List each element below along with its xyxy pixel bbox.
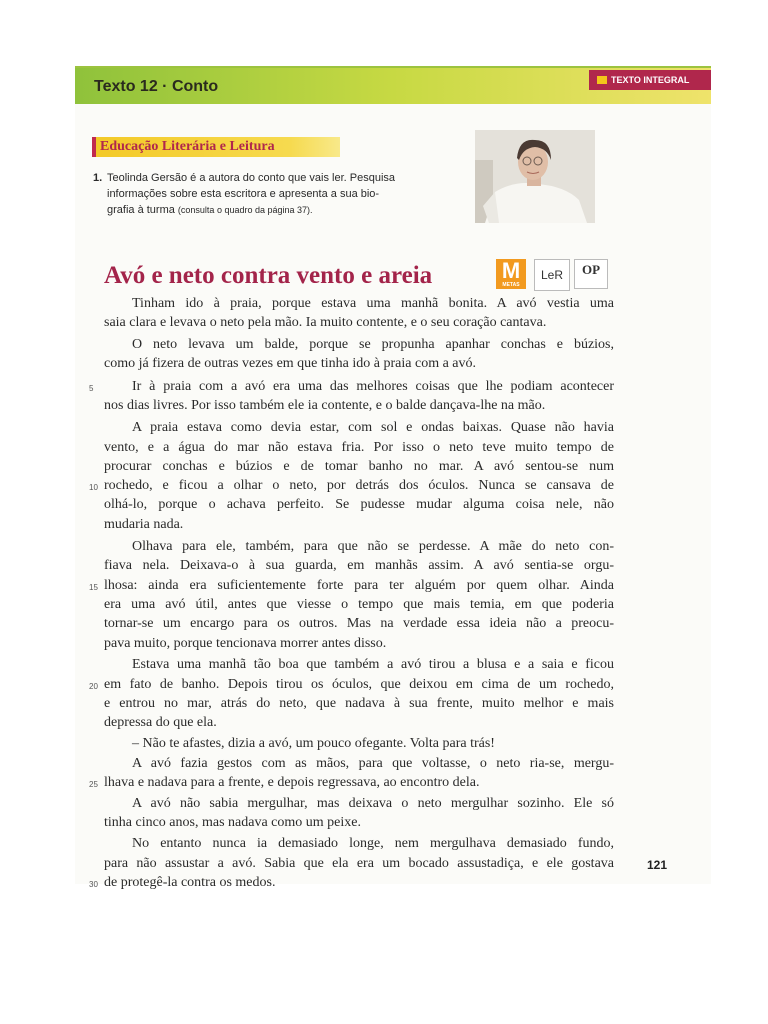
section-heading-bar (92, 137, 340, 157)
story-line: tornar-se um encargo para os outros. Mas na verdade essa ideia não a preocu- (104, 616, 614, 631)
textbook-page (75, 66, 711, 890)
ler-logo: LeR (534, 259, 570, 291)
story-line: Ir à praia com a avó era uma das melhores coisas que lhe podiam acontecer (132, 379, 614, 394)
metas-logo (496, 259, 526, 289)
publisher-credit (82, 810, 92, 880)
book-icon (597, 76, 607, 84)
story-line: A avó não sabia mergulhar, mas deixava o neto mergulhar sozinho. Ele só (132, 796, 614, 811)
line-number: 30 (89, 880, 98, 889)
story-line: A praia estava como devia estar, com sol e ondas baixas. Quase não havia (132, 420, 614, 435)
task-line-main: grafia à turma (107, 204, 178, 216)
task-line: Teolinda Gersão é a autora do conto que vais ler. Pesquisa (107, 172, 396, 184)
task-line: informações sobre esta escritora e apresenta a sua bio- (107, 188, 380, 200)
story-line: O neto levava um balde, porque se propunha apanhar conchas e búzios, (132, 337, 614, 352)
story-line: depressa do que ela. (104, 715, 217, 730)
line-number: 20 (89, 682, 98, 691)
metas-logo-sub: METAS (502, 282, 520, 288)
story-line: fiava nela. Deixava-o à sua guarda, em manhãs assim. A avó sentia-se orgu- (104, 558, 614, 573)
header-title: Texto 12 · Conto (94, 78, 219, 95)
story-line: e entrou no mar, atrás do neto, que nadava à sua frente, muito melhor e mais (104, 696, 614, 711)
story-line: No entanto nunca ia demasiado longe, nem mergulhava demasiado fundo, (132, 836, 614, 851)
author-photo (475, 130, 595, 223)
story-line: – Não te afastes, dizia a avó, um pouco ofegante. Volta para trás! (132, 736, 495, 751)
story-line: era uma avó útil, antes que viesse o tempo que mais temia, em que poderia (104, 597, 614, 612)
story-line: como já fizera de outras vezes em que tinha ido à praia com a avó. (104, 356, 477, 371)
story-line: olhá-lo, porque o achava perfeito. Se pudesse mudar alguma coisa nele, não (104, 497, 614, 512)
author-portrait-image (475, 130, 595, 223)
task-1 (93, 170, 467, 218)
badge-label: TEXTO INTEGRAL (611, 75, 690, 85)
story-line: para não assustar a avó. Sabia que ela era um bocado assustadiça, e ele gostava (104, 856, 614, 871)
header-band (75, 66, 711, 104)
story-line: tinha cinco anos, mas nadava como um peixe. (104, 815, 361, 830)
story-line: Olhava para ele, também, para que não se perdesse. A mãe do neto con- (132, 539, 614, 554)
story-line: rochedo, e ficou a olhar o neto, por detrás dos óculos. Nunca se cansava de (104, 478, 614, 493)
line-number: 25 (89, 780, 98, 789)
story-line: lhosa: ainda era suficientemente forte para ter alguém por quem olhar. Ainda (104, 578, 614, 593)
task-note: (consulta o quadro da página 37). (177, 205, 313, 215)
task-number: 1. (93, 172, 103, 184)
texto-integral-badge (589, 70, 711, 90)
story-line: mudaria nada. (104, 517, 184, 532)
story-line: Estava uma manhã tão boa que também a avó tirou a blusa e a saia e ficou (132, 657, 614, 672)
story-line: nos dias livres. Por isso também ele ia contente, e o balde dançava-lhe na mão. (104, 398, 546, 413)
line-number: 5 (89, 384, 94, 393)
task-line (107, 202, 467, 218)
line-number: 15 (89, 583, 98, 592)
metas-logo-letter: M (501, 258, 521, 283)
line-number: 10 (89, 483, 98, 492)
story-line: A avó fazia gestos com as mãos, para que voltasse, o neto ria-se, mergu- (132, 756, 614, 771)
story-line: lhava e nadava para a frente, e depois regressava, ao encontro dela. (104, 775, 480, 790)
story-line: procurar conchas e búzios e de tomar banho no mar. A avó sentou-se num (104, 459, 614, 474)
story-line: vento, e a água do mar não estava fria. Por isso o neto teve muito tempo de (104, 440, 614, 455)
story-line: pava muito, porque tencionava morrer antes disso. (104, 636, 387, 651)
story-line: em fato de banho. Depois tirou os óculos, que deixou em cima de um rochedo, (104, 677, 614, 692)
op-logo: OP (574, 259, 608, 289)
story-line: Tinham ido à praia, porque estava uma manhã bonita. A avó vestia uma (132, 296, 614, 311)
story-line: saia clara e levava o neto pela mão. Ia muito contente, e o seu coração cantava. (104, 315, 547, 330)
story-line: de protegê-la contra os medos. (104, 875, 276, 890)
page-number: 121 (647, 858, 668, 872)
section-title: Educação Literária e Leitura (100, 139, 275, 154)
story-title: Avó e neto contra vento e areia (104, 262, 433, 289)
